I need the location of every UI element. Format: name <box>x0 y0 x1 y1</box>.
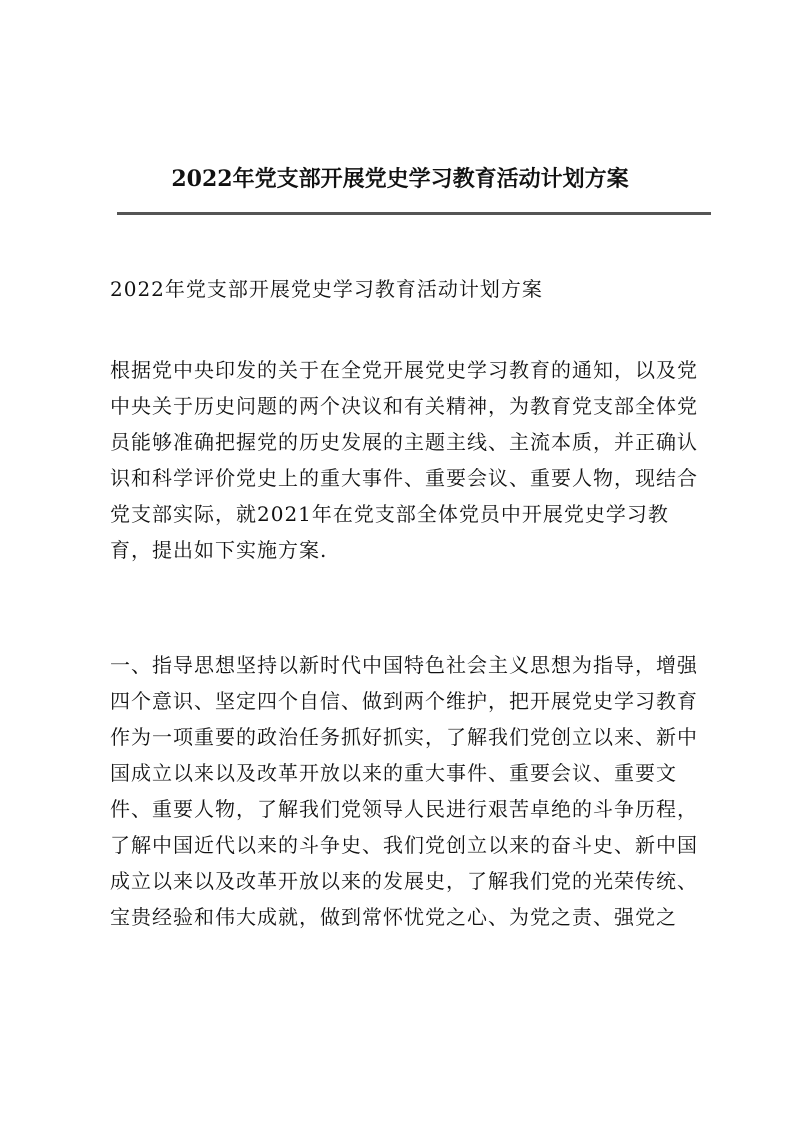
document-title: 2022年党支部开展党史学习教育活动计划方案 <box>171 166 629 192</box>
document-subtitle: 2022年党支部开展党史学习教育活动计划方案 <box>110 277 543 301</box>
paragraph-guiding-ideology: 一、指导思想坚持以新时代中国特色社会主义思想为指导，增强四个意识、坚定四个自信、做到两个维护，把开展党史学习教育作为一项重要的政治任务抓好抓实，了解我们党创立以来、新中国成立以来以及改革开放以来的重大事件、重要会议、重要文件、重要人物，了解我们党领导人民进行艰苦卓绝的斗争历程，了解中国近代以来的斗争史、我们党创立以来的奋斗史、新中国成立以来以及改革开放以来的发展史，了解我们党的光荣传统、宝贵经验和伟大成就，做到常怀忧党之心、为党之责、强党之 <box>110 653 698 929</box>
title-divider <box>117 212 711 215</box>
paragraph-intro: 根据党中央印发的关于在全党开展党史学习教育的通知，以及党中央关于历史问题的两个决议和有关精神，为教育党支部全体党员能够准确把握党的历史发展的主题主线、主流本质，并正确认识和科学评价党史上的重大事件、重要会议、重要人物，现结合党支部实际，就2021年在党支部全体党员中开展党史学习教育，提出如下实施方案. <box>110 358 698 562</box>
